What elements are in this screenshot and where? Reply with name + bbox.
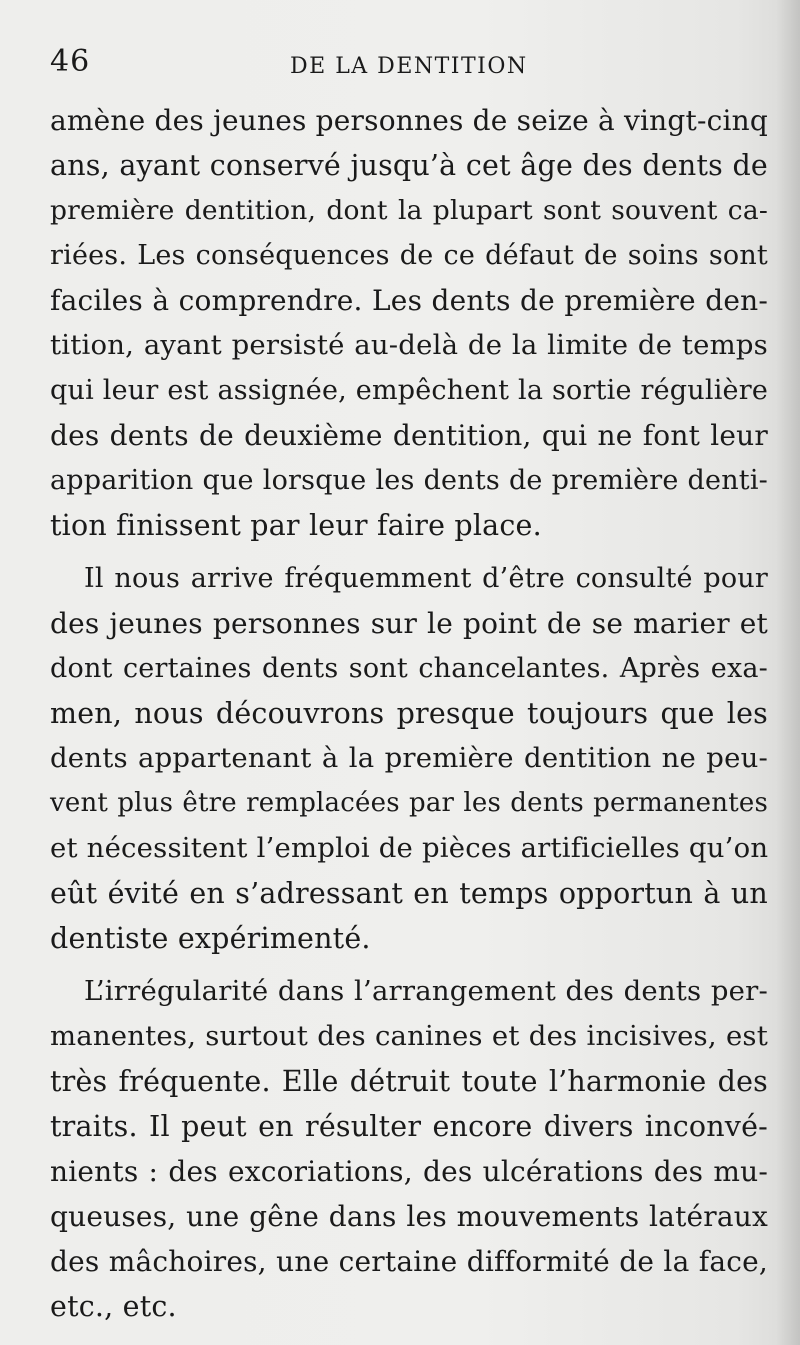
text-line: dentiste expérimenté. bbox=[50, 922, 371, 955]
text-line: apparition que lorsque les dents de première denti- bbox=[50, 465, 768, 496]
page-header bbox=[50, 44, 760, 84]
running-title: DE LA DENTITION bbox=[290, 54, 528, 79]
page-gutter-shadow bbox=[776, 0, 800, 1345]
text-line: tition, ayant persisté au-delà de la limite de temps bbox=[50, 329, 768, 361]
paragraph-gap bbox=[50, 548, 768, 556]
text-line: queuses, une gêne dans les mouvements latéraux bbox=[50, 1200, 768, 1233]
text-line: men, nous découvrons presque toujours que les bbox=[50, 697, 768, 730]
text-line: première dentition, dont la plupart sont souvent ca- bbox=[50, 195, 768, 226]
body-text bbox=[50, 98, 768, 1329]
paragraph-gap bbox=[50, 961, 768, 969]
text-line: qui leur est assignée, empêchent la sortie régulière bbox=[50, 375, 768, 406]
paragraph-1 bbox=[50, 98, 768, 548]
text-line: vent plus être remplacées par les dents permanentes bbox=[50, 788, 768, 818]
paragraph-3 bbox=[50, 969, 768, 1329]
text-line: traits. Il peut en résulter encore divers inconvé- bbox=[50, 1110, 768, 1143]
text-line: Il nous arrive fréquemment d’être consulté pour bbox=[84, 563, 768, 594]
text-line: des dents de deuxième dentition, qui ne font leur bbox=[50, 419, 768, 452]
text-line: amène des jeunes personnes de seize à vingt-cinq bbox=[50, 104, 768, 137]
text-line: des mâchoires, une certaine difformité de la face, bbox=[50, 1245, 768, 1278]
text-line: tion finissent par leur faire place. bbox=[50, 509, 542, 542]
text-line: dont certaines dents sont chancelantes. Après exa- bbox=[50, 653, 768, 684]
text-line: et nécessitent l’emploi de pièces artificielles qu’on bbox=[50, 832, 769, 864]
text-line: dents appartenant à la première dentition ne peu- bbox=[50, 742, 768, 774]
text-line: faciles à comprendre. Les dents de première den- bbox=[50, 284, 768, 317]
text-line: très fréquente. Elle détruit toute l’harmonie des bbox=[50, 1065, 768, 1098]
paragraph-2 bbox=[50, 556, 768, 961]
page-number: 46 bbox=[50, 44, 91, 79]
text-line: riées. Les conséquences de ce défaut de soins sont bbox=[50, 240, 768, 271]
text-line: eût évité en s’adressant en temps opportun à un bbox=[50, 877, 768, 910]
text-line: L’irrégularité dans l’arrangement des dents per- bbox=[84, 975, 768, 1007]
text-line: ans, ayant conservé jusqu’à cet âge des dents de bbox=[50, 149, 768, 182]
text-line: etc., etc. bbox=[50, 1290, 177, 1323]
text-line: nients : des excoriations, des ulcérations des mu- bbox=[50, 1155, 768, 1188]
text-line: manentes, surtout des canines et des incisives, est bbox=[50, 1020, 768, 1052]
text-line: des jeunes personnes sur le point de se marier et bbox=[50, 607, 768, 640]
